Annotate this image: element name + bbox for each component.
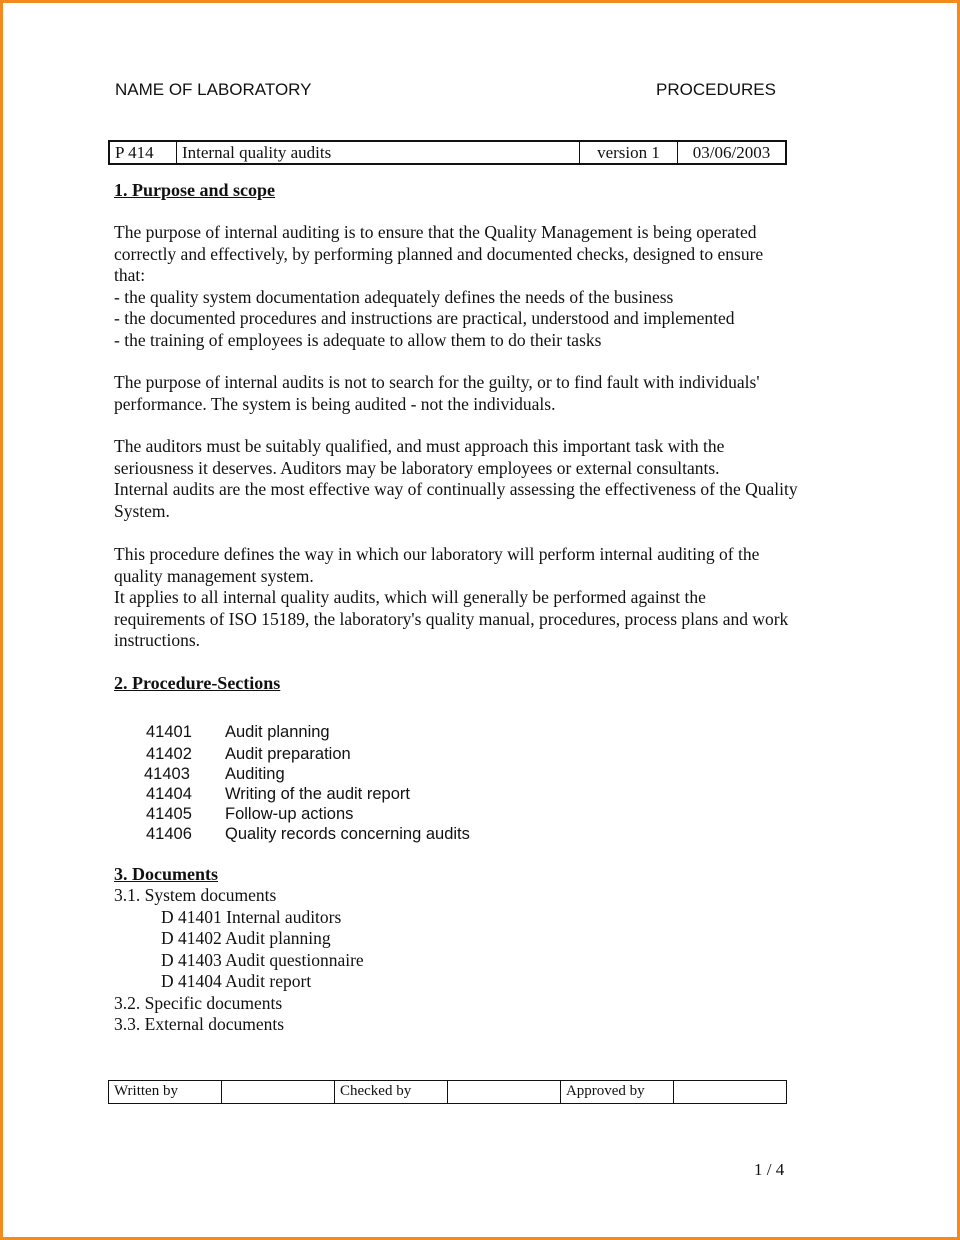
checked-by-field (447, 1081, 560, 1104)
paragraph-line: This procedure defines the way in which our laboratory will perform internal auditing of the (114, 544, 760, 564)
section-code: 41406 (146, 825, 192, 843)
document-item: D 41404 Audit report (161, 971, 312, 991)
section-code: 41405 (146, 805, 192, 823)
checked-by-label: Checked by (334, 1081, 447, 1104)
section-heading-procedure-sections: 2. Procedure-Sections (114, 673, 281, 693)
external-documents-label: 3.3. External documents (114, 1014, 285, 1034)
paragraph-line: - the quality system documentation adequately defines the needs of the business (114, 286, 674, 307)
procedure-meta-table (108, 140, 787, 165)
signoff-table (108, 1080, 787, 1104)
paragraph-line: - the training of employees is adequate to allow them to do their tasks (114, 329, 602, 350)
section-heading-purpose: 1. Purpose and scope (114, 180, 276, 200)
procedure-code: P 414 (109, 141, 177, 164)
written-by-field (221, 1081, 334, 1104)
procedure-title: Internal quality audits (177, 141, 580, 164)
paragraph-line: System. (114, 500, 170, 521)
section-code: 41401 (146, 723, 192, 741)
paragraph-line: The auditors must be suitably qualified, and must approach this important task with the (114, 436, 725, 456)
paragraph-line: requirements of ISO 15189, the laboratory's quality manual, procedures, process plans and work (114, 608, 789, 629)
section-title: Auditing (225, 765, 285, 783)
list-item (146, 804, 546, 824)
section-title: Follow-up actions (225, 805, 354, 823)
paragraph-line: instructions. (114, 630, 201, 650)
written-by-label: Written by (109, 1081, 222, 1104)
procedure-version: version 1 (580, 141, 678, 164)
section-title: Quality records concerning audits (225, 825, 470, 843)
section-title: Writing of the audit report (225, 785, 410, 803)
document-item: D 41401 Internal auditors (161, 906, 342, 927)
list-item (146, 764, 546, 784)
laboratory-name: NAME OF LABORATORY (115, 80, 312, 99)
procedure-date: 03/06/2003 (678, 141, 787, 164)
document-category: PROCEDURES (656, 80, 776, 99)
page-number: 1 / 4 (754, 1160, 785, 1179)
section-title: Audit preparation (225, 745, 351, 763)
paragraph-line: The purpose of internal auditing is to ensure that the Quality Management is being operated (114, 222, 757, 242)
document-item: D 41403 Audit questionnaire (161, 949, 364, 970)
documents-list (114, 885, 364, 1036)
approved-by-field (673, 1081, 786, 1104)
system-documents-label: 3.1. System documents (114, 885, 277, 905)
paragraph-line: correctly and effectively, by performing planned and documented checks, designed to ensure (114, 243, 764, 264)
document-item: D 41402 Audit planning (161, 928, 331, 948)
list-item (146, 824, 546, 844)
list-item (146, 784, 546, 804)
section-code: 41404 (146, 785, 192, 803)
paragraph-line: The purpose of internal audits is not to search for the guilty, or to find fault with individuals' (114, 372, 760, 392)
purpose-paragraph-4 (114, 544, 788, 652)
specific-documents-label: 3.2. Specific documents (114, 992, 283, 1013)
procedure-sections-list (146, 722, 546, 844)
paragraph-line: performance. The system is being audited - not the individuals. (114, 393, 556, 414)
paragraph-line: seriousness it deserves. Auditors may be laboratory employees or external consultants. (114, 457, 720, 478)
approved-by-label: Approved by (560, 1081, 673, 1104)
section-code: 41403 (144, 765, 190, 783)
purpose-paragraph-2 (114, 372, 760, 415)
section-title: Audit planning (225, 723, 330, 741)
section-code: 41402 (146, 745, 192, 763)
paragraph-line: quality management system. (114, 565, 314, 586)
list-item (146, 744, 546, 764)
paragraph-line: - the documented procedures and instructions are practical, understood and implemented (114, 308, 735, 328)
paragraph-line: Internal audits are the most effective way of continually assessing the effectiveness of the Quality (114, 479, 798, 499)
paragraph-line: that: (114, 265, 146, 285)
purpose-paragraph-1 (114, 222, 763, 351)
paragraph-line: It applies to all internal quality audits, which will generally be performed against the (114, 587, 706, 607)
list-item (146, 722, 546, 742)
purpose-paragraph-3 (114, 436, 798, 522)
section-heading-documents: 3. Documents (114, 864, 218, 884)
